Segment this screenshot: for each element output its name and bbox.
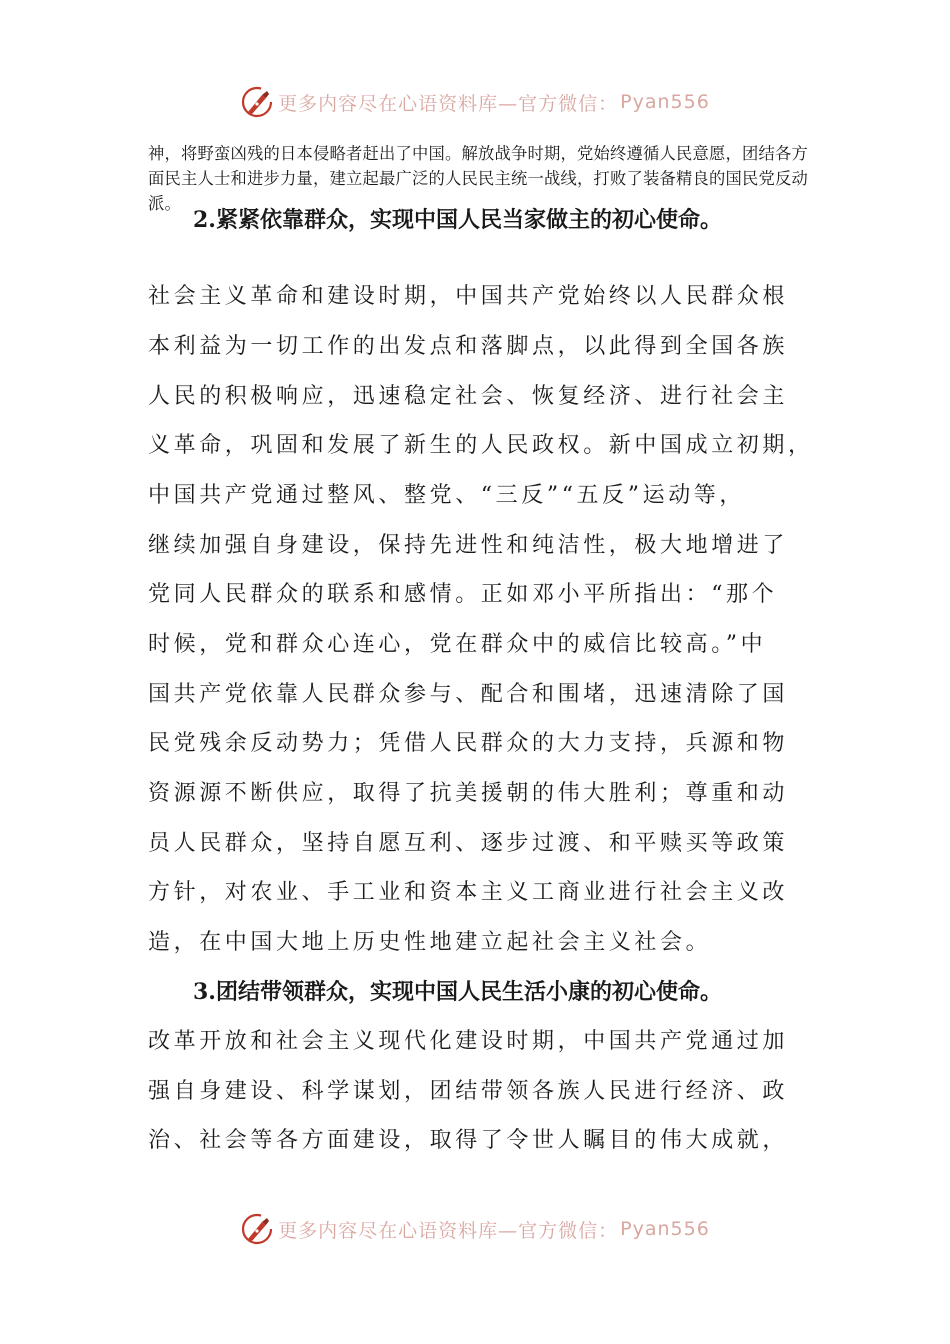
section-2-line: 员人民群众，坚持自愿互利、逐步过渡、和平赎买等政策 xyxy=(148,831,789,856)
wechat-id: Pyan556 xyxy=(620,91,710,113)
section-3-heading: 3.团结带领群众，实现中国人民生活小康的初心使命。 xyxy=(193,979,722,1005)
section-2-line: 造，在中国大地上历史性地建立起社会主义社会。 xyxy=(148,930,712,955)
section-2-line: 资源源不断供应，取得了抗美援朝的伟大胜利；尊重和动 xyxy=(148,781,789,806)
section-2-line: 继续加强自身建设，保持先进性和纯洁性，极大地增进了 xyxy=(148,533,789,558)
intro-paragraph: 神，将野蛮凶残的日本侵略者赶出了中国。解放战争时期，党始终遵循人民意愿，团结各方面民主人士和进步力量，建立起最广泛的人民民主统一战线，打败了装备精良的国民党反动派。 xyxy=(148,144,808,213)
wechat-id: Pyan556 xyxy=(620,1218,710,1240)
section-2-heading: 2.紧紧依靠群众，实现中国人民当家做主的初心使命。 xyxy=(193,207,722,233)
section-2-line: 时候，党和群众心连心，党在群众中的威信比较高。”中 xyxy=(148,632,767,657)
section-2-line: 民党残余反动势力；凭借人民群众的大力支持，兵源和物 xyxy=(148,731,789,756)
section-2-line: 党同人民群众的联系和感情。正如邓小平所指出：“那个 xyxy=(148,582,778,607)
section-2-line: 方针，对农业、手工业和资本主义工商业进行社会主义改 xyxy=(148,880,789,905)
section-3-line: 治、社会等各方面建设，取得了令世人瞩目的伟大成就， xyxy=(148,1128,789,1153)
section-3-line: 改革开放和社会主义现代化建设时期，中国共产党通过加 xyxy=(148,1029,789,1054)
footer-watermark-banner xyxy=(0,1207,950,1251)
pen-nib-logo-icon xyxy=(240,1212,274,1246)
banner-text: 更多内容尽在心语资料库—官方微信： xyxy=(278,1219,619,1242)
section-2-line: 中国共产党通过整风、整党、“三反”“五反”运动等， xyxy=(148,483,745,508)
section-2-line: 人民的积极响应，迅速稳定社会、恢复经济、进行社会主 xyxy=(148,384,789,409)
section-2-line: 义革命，巩固和发展了新生的人民政权。新中国成立初期， xyxy=(148,433,814,458)
section-2-line: 本利益为一切工作的出发点和落脚点，以此得到全国各族 xyxy=(148,334,789,359)
pen-nib-logo-icon xyxy=(240,85,274,119)
section-2-line: 国共产党依靠人民群众参与、配合和围堵，迅速清除了国 xyxy=(148,682,789,707)
banner-text: 更多内容尽在心语资料库—官方微信： xyxy=(278,92,619,115)
section-2-line: 社会主义革命和建设时期，中国共产党始终以人民群众根 xyxy=(148,284,789,309)
header-watermark-banner xyxy=(0,80,950,124)
section-3-line: 强自身建设、科学谋划，团结带领各族人民进行经济、政 xyxy=(148,1079,789,1104)
